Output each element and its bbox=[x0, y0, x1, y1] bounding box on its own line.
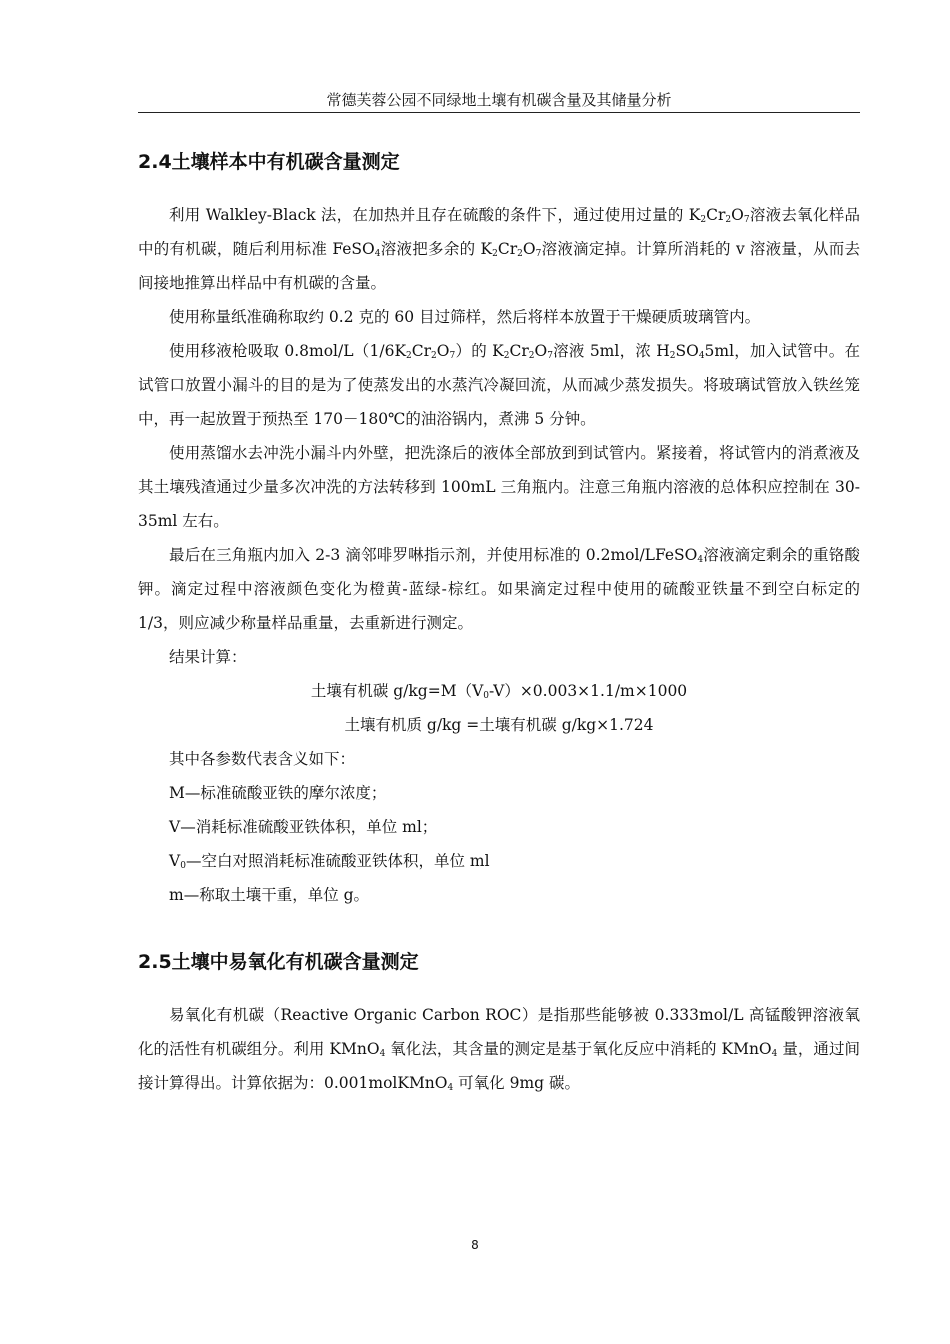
definition-v0-blank: $V_0—$空白对照消耗标准硫酸亚铁体积，单位 ml bbox=[169, 852, 490, 871]
paragraph-rinsing: 使用蒸馏水去冲洗小漏斗内外壁，把洗涤后的液体全部放到到试管内。紧接着，将试管内的消煮液及其土壤残渣通过少量多次冲洗的方法转移到 100mL 三角瓶内。注意三角瓶内溶液的总体积应控制在 30-35ml 左右。 bbox=[138, 444, 860, 530]
formula-organic-matter: 土壤有机质 g/kg =土壤有机碳 g/kg×1.724 bbox=[344, 716, 654, 734]
section-heading-2-5: 2.5土壤中易氧化有机碳含量测定 bbox=[138, 951, 419, 973]
section-heading-2-4: 2.4土壤样本中有机碳含量测定 bbox=[138, 151, 400, 173]
page-content bbox=[138, 140, 860, 1100]
paragraph-pipette: 使用移液枪吸取 $0.8mol/L(1/6K_2Cr_2O_7)$的 $K_2Cr_2O_7$溶液 5ml，浓 $H_2SO_45ml$，加入试管中。在试管口放置小漏斗的目的是为了使蒸发出的水蒸汽冷凝回流，从而减少蒸发损失。将玻璃试管放入铁丝笼中，再一起放置于预热至 170－180℃的油浴锅内，煮沸 5 分钟。 bbox=[138, 342, 860, 428]
paragraph-titration: 最后在三角瓶内加入 2-3 滴邻啡罗啉指示剂，并使用标准的 0.2mol/LFeSO$_4$溶液滴定剩余的重铬酸钾。滴定过程中溶液颜色变化为橙黄-蓝绿-棕红。如果滴定过程中使用的硫酸亚铁量不到空白标定的 1/3，则应减少称量样品重量，去重新进行测定。 bbox=[138, 546, 860, 632]
paragraph-param-intro: 其中各参数代表含义如下： bbox=[169, 750, 356, 768]
definition-m-concentration: M—标准硫酸亚铁的摩尔浓度； bbox=[169, 784, 387, 802]
definition-m-soil-weight: m—称取土壤干重，单位 g。 bbox=[169, 886, 370, 904]
page-number: 8 bbox=[471, 1238, 479, 1252]
formula-organic-carbon: 土壤有机碳 $g/kg=M(V_0-V)\times 0.003\times 1.1/m\times 1000$ bbox=[310, 682, 688, 701]
paragraph-roc: 易氧化有机碳（Reactive Organic Carbon ROC）是指那些能够被 0.333mol/L 高锰酸钾溶液氧化的活性有机碳组分。利用 KMnO$_4$ 氧化法，其含量的测定是基于氧化反应中消耗的 KMnO$_4$ 量，通过间接计算得出。计算依据为：0.001molKMnO$_4$ 可氧化 9mg 碳。 bbox=[138, 1006, 861, 1093]
paragraph-walkley-black: 利用 Walkley-Black 法，在加热并且存在硫酸的条件下，通过使用过量的 $K_2Cr_2O_7$溶液去氧化样品中的有机碳，随后利用标准 FeSO$_4$溶液把多余的 $K_2Cr_2O_7$溶液滴定掉。计算所消耗的 v 溶液量，从而去间接地推算出样品中有机碳的含量。 bbox=[138, 206, 860, 292]
running-header: 常德芙蓉公园不同绿地土壤有机碳含量及其储量分析 bbox=[138, 90, 860, 113]
paragraph-result-calc: 结果计算： bbox=[169, 648, 247, 666]
paragraph-weighing: 使用称量纸准确称取约 0.2 克的 60 目过筛样，然后将样本放置于干燥硬质玻璃管内。 bbox=[169, 308, 761, 326]
definition-v-volume: V—消耗标准硫酸亚铁体积，单位 ml； bbox=[169, 818, 438, 836]
